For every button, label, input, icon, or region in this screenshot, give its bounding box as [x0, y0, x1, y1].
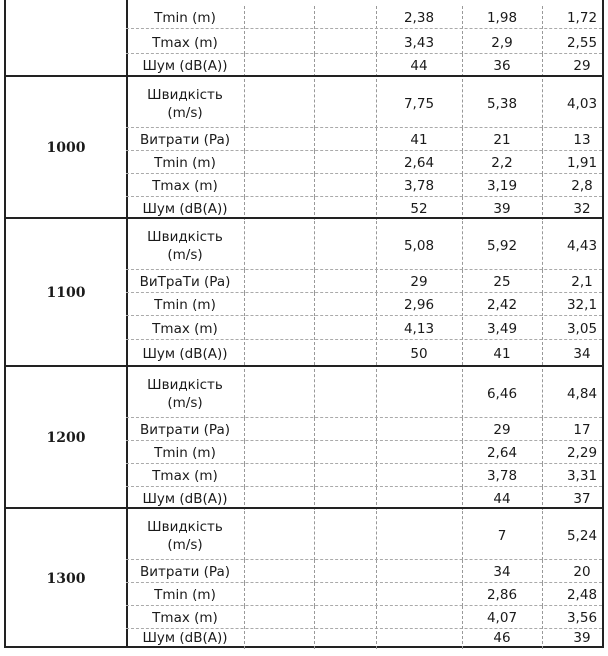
table-row — [126, 583, 602, 606]
value-cell: 20 — [573, 563, 591, 580]
empty-cell — [314, 31, 377, 54]
value-cell: 7,75 — [376, 79, 463, 128]
value-cell — [376, 626, 463, 649]
parameter-name: Tmin (m) — [126, 151, 245, 174]
table-row — [126, 31, 602, 54]
value-cell: 4,07 — [462, 606, 543, 629]
parameter-name: Шум (dB(A)) — [126, 487, 245, 510]
size-label: 1200 — [46, 430, 86, 446]
value-cell — [376, 511, 463, 560]
empty-cell — [314, 151, 377, 174]
size-cell — [6, 509, 128, 648]
value-cell: 4,43 — [566, 237, 598, 254]
value-cell — [376, 560, 463, 583]
value-cell: 3,78 — [376, 174, 463, 197]
table-row — [126, 418, 602, 441]
empty-cell — [244, 79, 315, 128]
parameter-name: Tmin (m) — [126, 583, 245, 606]
parameter-name: Швидкість (m/s) — [126, 511, 245, 560]
value-cell: 4,03 — [566, 95, 598, 112]
parameter-name: Tmax (m) — [126, 31, 245, 54]
table-row — [126, 128, 602, 151]
empty-cell — [314, 79, 377, 128]
size-group — [6, 75, 602, 219]
empty-cell — [314, 342, 377, 365]
size-group — [6, 507, 602, 648]
empty-cell — [244, 317, 315, 340]
size-group — [6, 0, 602, 75]
value-cell: 50 — [376, 342, 463, 365]
value-cell: 6,46 — [462, 369, 543, 418]
empty-cell — [314, 6, 377, 29]
value-cell: 32 — [573, 200, 591, 217]
size-cell — [6, 0, 128, 75]
empty-cell — [314, 317, 377, 340]
value-cell: 2,9 — [462, 31, 543, 54]
table-row — [126, 317, 602, 340]
value-cell: 2,29 — [566, 444, 598, 461]
parameter-name: Швидкість (m/s) — [126, 79, 245, 128]
value-cell: 3,31 — [566, 467, 598, 484]
value-cell: 5,08 — [376, 221, 463, 270]
value-cell: 2,2 — [462, 151, 543, 174]
value-cell: 2,42 — [462, 293, 543, 316]
value-cell: 2,64 — [376, 151, 463, 174]
empty-cell — [314, 128, 377, 151]
table-row — [126, 342, 602, 365]
value-cell: 29 — [462, 418, 543, 441]
value-cell: 2,8 — [571, 177, 593, 194]
value-cell: 1,98 — [462, 6, 543, 29]
empty-cell — [314, 511, 377, 560]
value-cell: 2,55 — [566, 34, 598, 51]
empty-cell — [244, 511, 315, 560]
size-group — [6, 365, 602, 509]
value-cell: 5,24 — [566, 527, 598, 544]
empty-cell — [244, 293, 315, 316]
parameter-name: Шум (dB(A)) — [126, 626, 245, 649]
parameter-name: Витрати (Pa) — [126, 560, 245, 583]
value-cell: 52 — [376, 197, 463, 220]
value-cell: 32,1 — [566, 296, 598, 313]
value-cell: 34 — [573, 345, 591, 362]
value-cell — [376, 369, 463, 418]
value-cell: 39 — [462, 197, 543, 220]
empty-cell — [314, 464, 377, 487]
value-cell: 21 — [462, 128, 543, 151]
parameter-name: Швидкість (m/s) — [126, 221, 245, 270]
parameter-name: ВиТраТи (Pa) — [126, 270, 245, 293]
empty-cell — [244, 626, 315, 649]
value-cell: 1,91 — [566, 154, 598, 171]
value-cell: 2,38 — [376, 6, 463, 29]
value-cell: 41 — [376, 128, 463, 151]
value-cell: 5,92 — [462, 221, 543, 270]
empty-cell — [314, 221, 377, 270]
value-cell: 4,13 — [376, 317, 463, 340]
fan-spec-table — [4, 0, 604, 648]
table-row — [126, 560, 602, 583]
value-cell: 2,64 — [462, 441, 543, 464]
value-cell: 7 — [462, 511, 543, 560]
table-row — [126, 369, 602, 418]
value-cell: 34 — [462, 560, 543, 583]
empty-cell — [244, 174, 315, 197]
table-row — [126, 221, 602, 270]
value-cell: 2,1 — [571, 273, 593, 290]
parameter-name: Витрати (Pa) — [126, 128, 245, 151]
table-row — [126, 174, 602, 197]
parameter-name: Tmin (m) — [126, 441, 245, 464]
empty-cell — [244, 583, 315, 606]
value-cell: 2,86 — [462, 583, 543, 606]
value-cell: 39 — [573, 629, 591, 646]
empty-cell — [244, 560, 315, 583]
value-cell — [376, 441, 463, 464]
empty-cell — [314, 270, 377, 293]
table-row — [126, 293, 602, 316]
empty-cell — [244, 151, 315, 174]
empty-cell — [244, 54, 315, 77]
value-cell: 2,48 — [566, 586, 598, 603]
empty-cell — [244, 464, 315, 487]
size-cell — [6, 367, 128, 509]
empty-cell — [314, 441, 377, 464]
empty-cell — [244, 369, 315, 418]
table-row — [126, 441, 602, 464]
value-cell: 29 — [573, 57, 591, 74]
value-cell: 36 — [462, 54, 543, 77]
value-cell: 3,56 — [566, 609, 598, 626]
value-cell: 46 — [462, 626, 543, 649]
value-cell: 3,43 — [376, 31, 463, 54]
empty-cell — [244, 441, 315, 464]
empty-cell — [314, 293, 377, 316]
empty-cell — [244, 270, 315, 293]
empty-cell — [244, 31, 315, 54]
value-cell: 44 — [462, 487, 543, 510]
value-cell: 44 — [376, 54, 463, 77]
empty-cell — [314, 174, 377, 197]
table-row — [126, 626, 602, 649]
empty-cell — [314, 369, 377, 418]
table-row — [126, 79, 602, 128]
table-row — [126, 270, 602, 293]
parameter-name: Tmin (m) — [126, 6, 245, 29]
value-cell: 3,78 — [462, 464, 543, 487]
empty-cell — [244, 128, 315, 151]
value-cell: 2,96 — [376, 293, 463, 316]
value-cell: 1,72 — [566, 9, 598, 26]
value-cell: 4,84 — [566, 385, 598, 402]
value-cell: 29 — [376, 270, 463, 293]
value-cell: 25 — [462, 270, 543, 293]
parameter-name: Tmax (m) — [126, 464, 245, 487]
table-row — [126, 54, 602, 77]
value-cell: 3,19 — [462, 174, 543, 197]
size-cell — [6, 219, 128, 367]
value-cell — [376, 464, 463, 487]
value-cell: 5,38 — [462, 79, 543, 128]
empty-cell — [244, 221, 315, 270]
size-label: 1000 — [46, 140, 86, 156]
parameter-name: Tmin (m) — [126, 293, 245, 316]
empty-cell — [314, 560, 377, 583]
parameter-name: Витрати (Pa) — [126, 418, 245, 441]
size-group — [6, 217, 602, 367]
value-cell — [376, 583, 463, 606]
parameter-name: Tmax (m) — [126, 174, 245, 197]
empty-cell — [314, 54, 377, 77]
size-label: 1100 — [46, 285, 86, 301]
empty-cell — [314, 418, 377, 441]
table-row — [126, 6, 602, 29]
empty-cell — [244, 342, 315, 365]
value-cell: 3,49 — [462, 317, 543, 340]
table-row — [126, 151, 602, 174]
value-cell: 3,05 — [566, 320, 598, 337]
parameter-name: Tmax (m) — [126, 317, 245, 340]
empty-cell — [314, 583, 377, 606]
parameter-name: Шум (dB(A)) — [126, 197, 245, 220]
value-cell — [376, 418, 463, 441]
empty-cell — [244, 418, 315, 441]
parameter-name: Швидкість (m/s) — [126, 369, 245, 418]
empty-cell — [244, 6, 315, 29]
value-cell: 13 — [573, 131, 591, 148]
value-cell: 37 — [573, 490, 591, 507]
value-cell: 41 — [462, 342, 543, 365]
size-cell — [6, 77, 128, 219]
table-row — [126, 511, 602, 560]
table-row — [126, 464, 602, 487]
value-cell: 17 — [573, 421, 591, 438]
empty-cell — [314, 626, 377, 649]
parameter-name: Tmax (m) — [126, 606, 245, 629]
parameter-name: Шум (dB(A)) — [126, 54, 245, 77]
parameter-name: Шум (dB(A)) — [126, 342, 245, 365]
size-label: 1300 — [46, 570, 86, 587]
